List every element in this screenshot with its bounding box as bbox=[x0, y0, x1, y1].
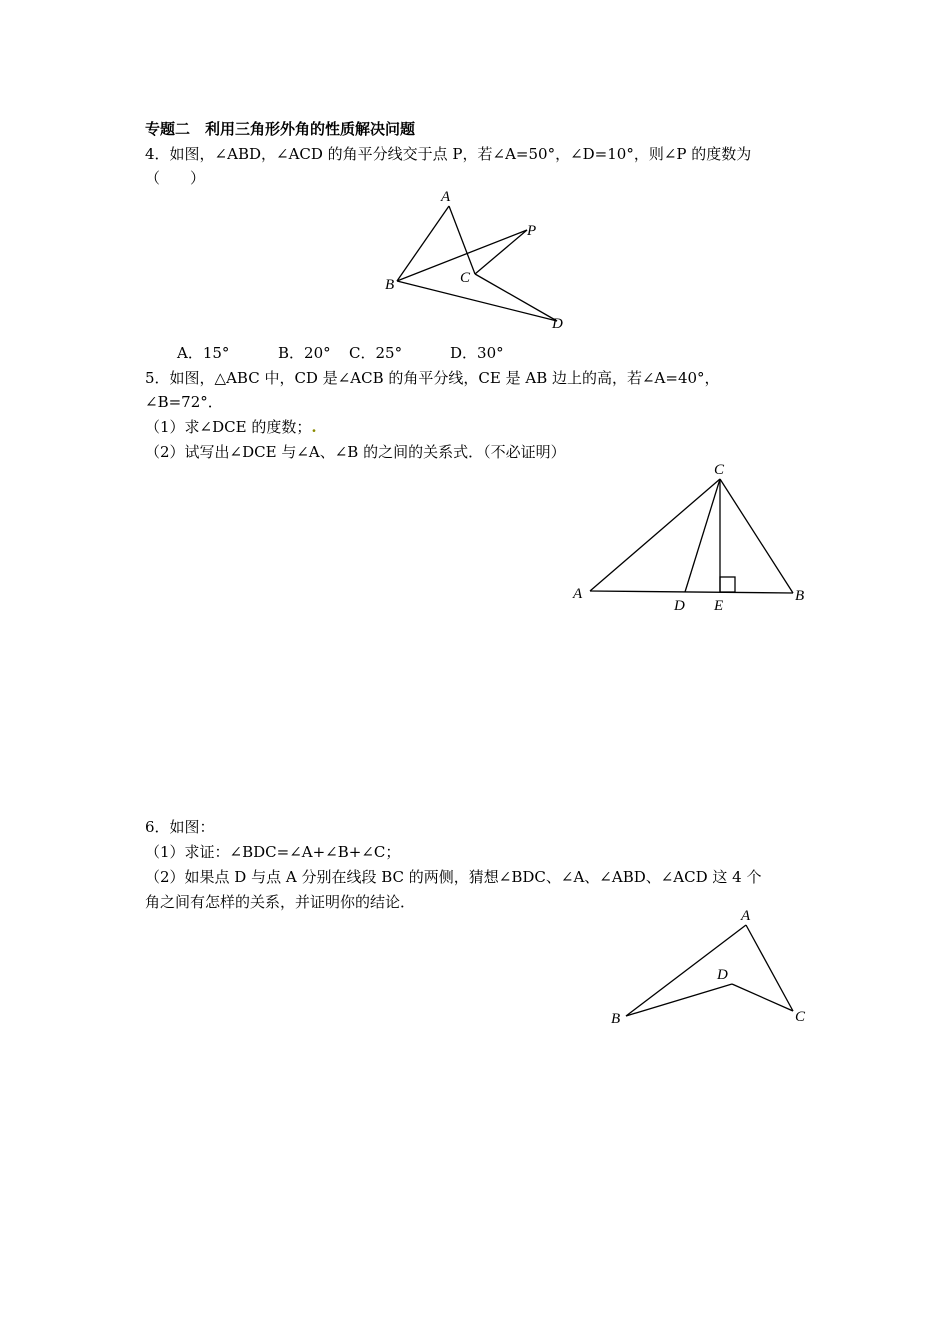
q5-text-line1: 5．如图，△ABC 中，CD 是∠ACB 的角平分线，CE 是 AB 边上的高，若∠A=40°， bbox=[145, 369, 720, 387]
q4-text-line2: （ ） bbox=[145, 169, 206, 187]
q6-sub2-line2: 角之间有怎样的关系，并证明你的结论． bbox=[145, 893, 416, 911]
q4-segment-bd bbox=[397, 281, 557, 321]
q6-sub2-line1: （2）如果点 D 与点 A 分别在线段 BC 的两侧，猜想∠BDC、∠A、∠ABD、∠ACD 这 4 个 bbox=[145, 868, 762, 886]
q4-segment-ac bbox=[449, 206, 475, 274]
q4-segment-ab bbox=[397, 206, 449, 281]
q4-segment-cd bbox=[475, 274, 557, 321]
q4-option-d: D．30° bbox=[450, 344, 504, 362]
q4-option-b: B．20° bbox=[278, 344, 331, 362]
q5-label-c: C bbox=[714, 462, 725, 478]
q5-label-d: D bbox=[674, 598, 685, 614]
q6-segment-ac bbox=[746, 925, 793, 1011]
q6-label-d: D bbox=[717, 967, 728, 983]
q6-label-c: C bbox=[795, 1009, 806, 1025]
q5-label-e: E bbox=[714, 598, 724, 614]
q6-label-b: B bbox=[611, 1011, 621, 1027]
q6-segment-dc bbox=[732, 984, 793, 1011]
q5-segment-bc bbox=[720, 479, 793, 593]
q4-label-a: A bbox=[441, 189, 451, 205]
q4-text-line1: 4．如图，∠ABD，∠ACD 的角平分线交于点 P，若∠A=50°，∠D=10°，则∠P 的度数为 bbox=[145, 145, 752, 163]
q6-text-line1: 6．如图： bbox=[145, 818, 215, 836]
q4-label-c: C bbox=[460, 270, 471, 286]
q6-sub1: （1）求证：∠BDC=∠A+∠B+∠C； bbox=[145, 843, 401, 861]
q5-sub1 bbox=[145, 417, 317, 437]
section-title: 专题二 利用三角形外角的性质解决问题 bbox=[145, 120, 416, 138]
q4-label-p: P bbox=[527, 223, 537, 239]
q5-sub1-mark: . bbox=[311, 418, 317, 436]
q4-segment-cp bbox=[475, 230, 527, 274]
q4-segment-bp bbox=[397, 230, 527, 281]
q5-text-line2: ∠B=72°． bbox=[145, 393, 223, 411]
q6-label-a: A bbox=[741, 908, 751, 924]
q5-segment-cd bbox=[685, 479, 720, 592]
q5-segment-ab bbox=[590, 591, 793, 593]
q5-sub2: （2）试写出∠DCE 与∠A、∠B 的之间的关系式．（不必证明） bbox=[145, 443, 566, 461]
q5-sub1-text: （1）求∠DCE 的度数； bbox=[145, 418, 312, 436]
q5-label-a: A bbox=[573, 586, 583, 602]
q5-label-b: B bbox=[795, 588, 805, 604]
q4-label-d: D bbox=[552, 316, 563, 332]
q5-segment-ac bbox=[590, 479, 720, 591]
q4-option-c: C．25° bbox=[349, 344, 403, 362]
q4-option-a: A．15° bbox=[177, 344, 230, 362]
q6-segment-ba bbox=[626, 925, 746, 1016]
q6-segment-bd bbox=[626, 984, 732, 1016]
q4-label-b: B bbox=[385, 277, 395, 293]
q5-right-angle-mark bbox=[720, 577, 735, 592]
